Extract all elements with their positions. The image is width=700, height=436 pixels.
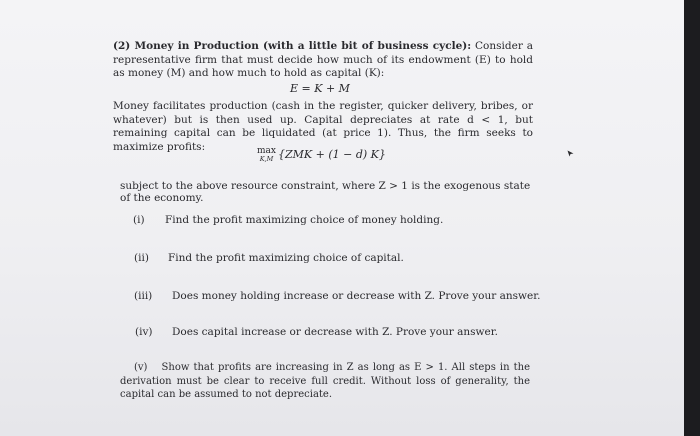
profit-objective [257, 147, 386, 163]
part-text: Find the profit maximizing choice of capital. [168, 252, 404, 264]
part-number: (i) [133, 214, 145, 226]
part-number: (iv) [135, 326, 153, 338]
question-intro-text: Consider a representative firm that must decide how much of its endowment (E) to hold as money (M) and how much to hold as capital (K): [113, 40, 533, 79]
part-number: (v) [134, 362, 148, 373]
endowment-equation: E = K + M [290, 82, 350, 95]
max-subscript: K,M [259, 155, 274, 163]
part-text: Does money holding increase or decrease with Z. Prove your answer. [172, 290, 541, 302]
part-iii [134, 290, 540, 302]
production-paragraph: Money facilitates production (cash in the register, quicker delivery, bribes, or whatever) but is then used up. Capital depreciates at rate d < 1, but remaining capital can be liquidated (at price 1). Thus, the firm seeks to maximize profits: [113, 100, 533, 153]
part-text: Find the profit maximizing choice of money holding. [165, 214, 444, 226]
part-iv [135, 326, 498, 338]
screen-edge [684, 0, 700, 436]
part-text: Does capital increase or decrease with Z. Prove your answer. [172, 326, 498, 338]
part-v [120, 361, 530, 402]
max-label: max [257, 146, 276, 156]
objective-expression: {ZMK + (1 − d) K} [277, 148, 386, 161]
part-text: Show that profits are increasing in Z as long as E > 1. All steps in the derivation must be clear to receive full credit. Without loss of generality, the capital can be assumed to not depreciate. [120, 362, 530, 400]
max-operator [257, 147, 276, 163]
question-intro [113, 40, 533, 81]
part-number: (ii) [134, 252, 149, 264]
question-title: (2) Money in Production (with a little bit of business cycle): [113, 40, 472, 52]
constraint-text: subject to the above resource constraint, where Z > 1 is the exogenous state of the economy. [120, 180, 531, 204]
part-i [133, 214, 443, 226]
part-ii [134, 252, 404, 264]
cursor-icon [567, 150, 574, 157]
part-number: (iii) [134, 290, 153, 302]
